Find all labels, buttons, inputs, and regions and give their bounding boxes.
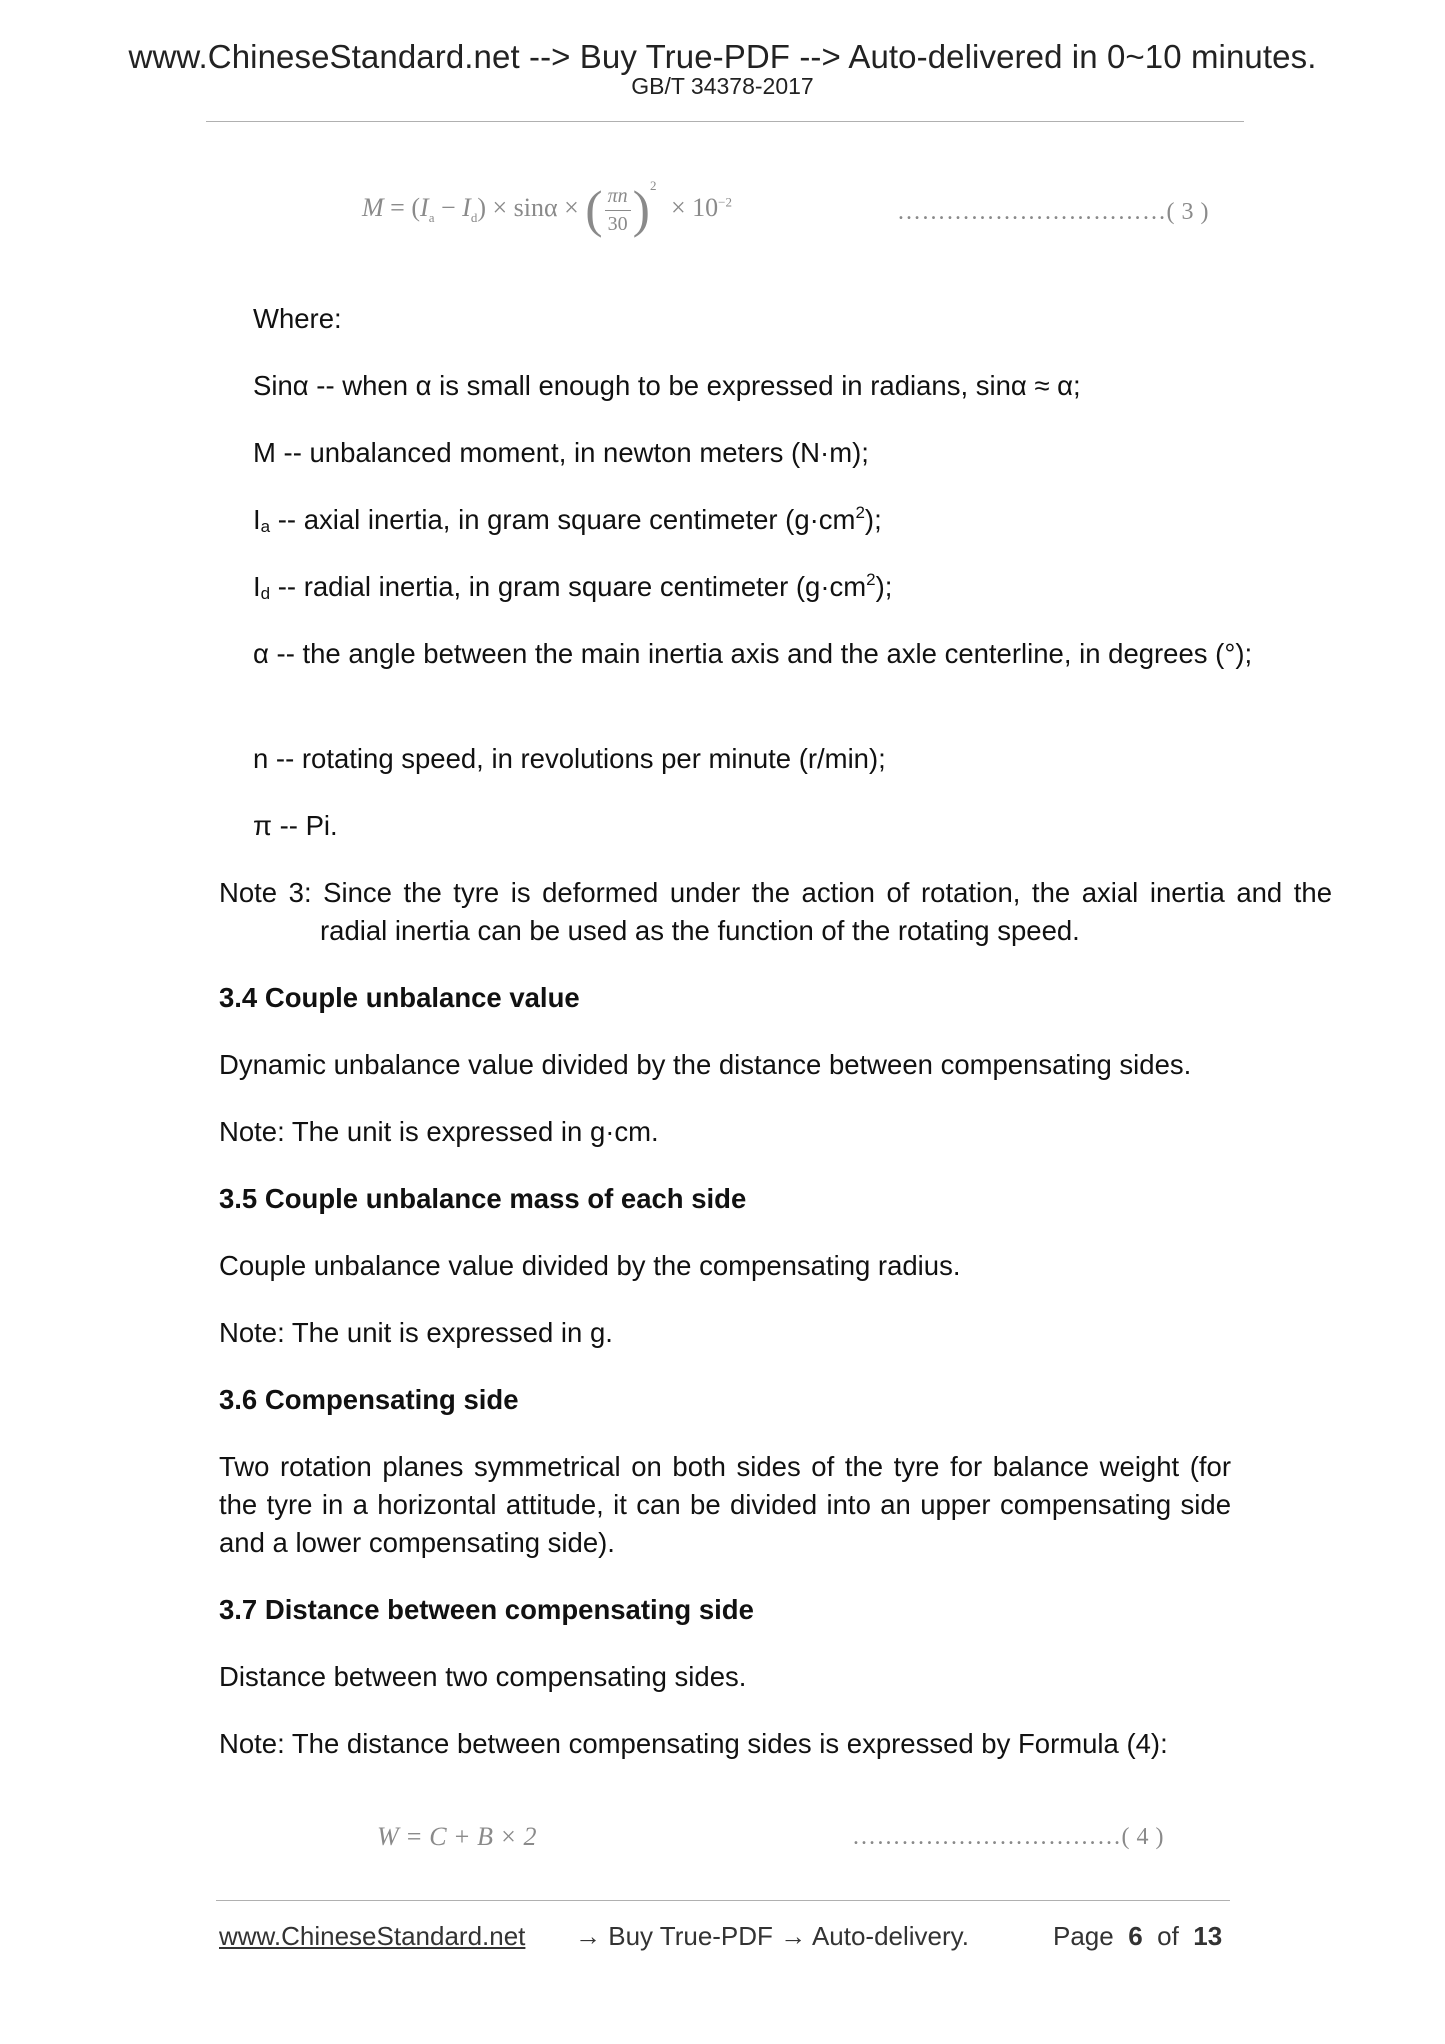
body-3-7: Distance between two compensating sides. [219, 1661, 747, 1692]
of-word: of [1157, 1921, 1179, 1951]
formula-3-lhs: M [362, 193, 384, 222]
footer-divider [216, 1900, 1230, 1901]
body-3-4: Dynamic unbalance value divided by the distance between compensating sides. [219, 1049, 1192, 1080]
formula-3-number: ……………………………( 3 ) [897, 199, 1209, 225]
formula-3-numerator: πn [605, 185, 631, 211]
def-id-sub: d [260, 584, 271, 603]
formula-3-equals: = [390, 193, 405, 222]
formula-3-ten: 10 [692, 193, 719, 222]
where-label: Where: [253, 303, 342, 334]
formula-3-close-paren: ) [477, 193, 486, 222]
heading-3-5: 3.5 Couple unbalance mass of each side [219, 1183, 747, 1214]
formula-3-times-3: × [670, 193, 686, 222]
note-3: Note 3: Since the tyre is deformed under the action of rotation, the axial inertia and the radial inertia can be used as the function of the rotating speed. [219, 877, 1332, 946]
def-alpha: α -- the angle between the main inertia axis and the axle centerline, in degrees (°); [253, 638, 1253, 669]
note-3-4: Note: The unit is expressed in g·cm. [219, 1116, 659, 1147]
formula-4: W = C + B × 2 [377, 1822, 537, 1851]
def-id-sup: 2 [866, 570, 876, 589]
def-ia-text: -- axial inertia, in gram square centimeter (g·cm [270, 504, 856, 535]
def-ia-end: ); [864, 504, 882, 535]
formula-3-open-paren: ( [411, 193, 421, 222]
def-n: n -- rotating speed, in revolutions per minute (r/min); [253, 743, 886, 774]
formula-3 [362, 178, 732, 240]
document-code: GB/T 34378-2017 [631, 73, 814, 99]
formula-3-big-open-paren: ( [585, 181, 603, 239]
def-ia-symbol: I [253, 504, 261, 535]
def-id-text: -- radial inertia, in gram square centimeter (g·cm [270, 571, 867, 602]
formula-3-fraction [605, 185, 631, 236]
heading-3-4: 3.4 Couple unbalance value [219, 982, 580, 1013]
header-banner: www.ChineseStandard.net --> Buy True-PDF --> Auto-delivered in 0~10 minutes. [128, 38, 1317, 75]
formula-3-times-2: × [564, 193, 579, 222]
page-word: Page [1053, 1921, 1114, 1951]
formula-3-ia-sub: a [428, 210, 435, 226]
formula-3-times-1: × [492, 193, 508, 222]
formula-3-denominator: 30 [607, 212, 628, 235]
def-ia [253, 501, 1238, 546]
def-pi: π -- Pi. [253, 810, 338, 841]
formula-3-id: I [462, 193, 471, 222]
def-id-end: ); [875, 571, 893, 602]
body-3-6: Two rotation planes symmetrical on both sides of the tyre for balance weight (for the tyre in a horizontal attitude, it can be divided into an upper compensating side and a lower compensating side). [219, 1451, 1231, 1558]
page-total: 13 [1193, 1921, 1223, 1951]
heading-3-7: 3.7 Distance between compensating side [219, 1594, 754, 1625]
formula-3-sin: sinα [513, 193, 558, 222]
formula-3-minus: − [440, 193, 456, 222]
note-3-7: Note: The distance between compensating sides is expressed by Formula (4): [219, 1728, 1168, 1759]
body-3-5: Couple unbalance value divided by the compensating radius. [219, 1250, 961, 1281]
def-ia-sub: a [260, 517, 271, 536]
page-indicator [1053, 1921, 1222, 1952]
page-current: 6 [1128, 1921, 1143, 1951]
formula-3-ia: I [420, 193, 429, 222]
def-sin: Sinα -- when α is small enough to be expressed in radians, sinα ≈ α; [253, 370, 1081, 401]
formula-3-power: 2 [649, 178, 657, 193]
formula-3-id-sub: d [470, 210, 478, 226]
note-3-5: Note: The unit is expressed in g. [219, 1317, 613, 1348]
formula-4-number: ……………………………( 4 ) [852, 1824, 1164, 1850]
footer-site-link[interactable]: www.ChineseStandard.net [219, 1921, 526, 1951]
def-m: M -- unbalanced moment, in newton meters (N·m); [253, 437, 869, 468]
def-id [253, 568, 1238, 613]
heading-3-6: 3.6 Compensating side [219, 1384, 519, 1415]
formula-3-big-close-paren: ) [632, 181, 650, 239]
def-id-symbol: I [253, 571, 261, 602]
formula-3-exponent: −2 [718, 194, 732, 210]
def-ia-sup: 2 [855, 503, 865, 522]
header-divider [206, 121, 1244, 122]
footer-tagline: → Buy True-PDF → Auto-delivery. [575, 1921, 969, 1951]
